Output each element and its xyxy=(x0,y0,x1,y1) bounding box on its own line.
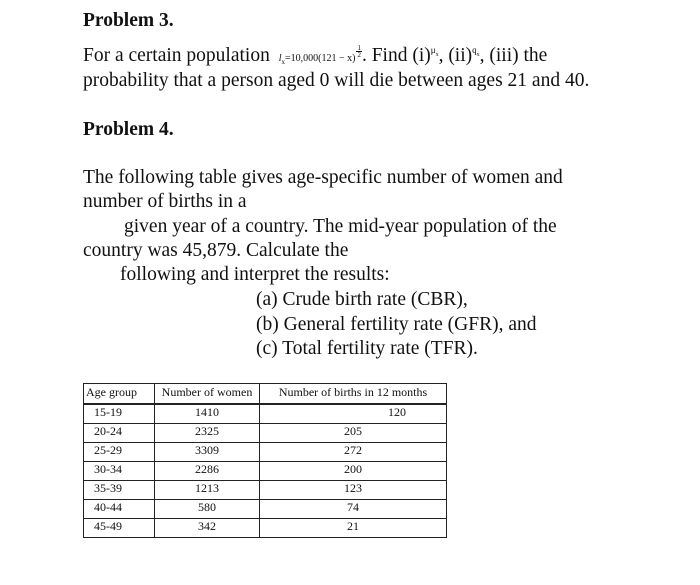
cell-women: 1410 xyxy=(155,404,260,424)
cell-women: 1213 xyxy=(155,481,260,500)
cell-births: 120 xyxy=(260,404,447,424)
problem4-para-line3: given year of a country. The mid-year population of the xyxy=(124,216,557,237)
table-row xyxy=(84,519,447,538)
problem4-heading: Problem 4. xyxy=(83,119,174,140)
cell-women: 342 xyxy=(155,519,260,538)
births-table xyxy=(83,383,447,538)
cell-women: 580 xyxy=(155,500,260,519)
mu-symbol: μx xyxy=(430,45,439,58)
cell-births: 123 xyxy=(260,481,447,500)
cell-births: 21 xyxy=(260,519,447,538)
problem4-para-line4: country was 45,879. Calculate the xyxy=(83,240,349,261)
problem3-line2: probability that a person aged 0 will die between ages 21 and 40. xyxy=(83,70,590,91)
problem4-para-line5: following and interpret the results: xyxy=(120,264,390,285)
q-symbol: qx xyxy=(472,45,480,58)
cell-age-group: 20-24 xyxy=(84,424,155,443)
cell-age-group: 40-44 xyxy=(84,500,155,519)
table-row xyxy=(84,404,447,424)
problem4-para-line1: The following table gives age-specific number of women and xyxy=(83,167,563,188)
problem4-para-line2: number of births in a xyxy=(83,191,247,212)
table-row xyxy=(84,462,447,481)
problem3-heading: Problem 3. xyxy=(83,10,174,31)
cell-women: 3309 xyxy=(155,443,260,462)
table-row xyxy=(84,500,447,519)
cell-age-group: 45-49 xyxy=(84,519,155,538)
cell-women: 2325 xyxy=(155,424,260,443)
table-header-row xyxy=(84,384,447,405)
header-number-of-women: Number of women xyxy=(155,384,260,405)
formula-exponent: $\frac{1}{2}$ xyxy=(357,44,361,59)
problem3-intro-text: For a certain population xyxy=(83,45,270,66)
cell-age-group: 30-34 xyxy=(84,462,155,481)
header-age-group: Age group xyxy=(84,384,155,405)
cell-women: 2286 xyxy=(155,462,260,481)
cell-age-group: 25-29 xyxy=(84,443,155,462)
list-item-cbr: (a) Crude birth rate (CBR), xyxy=(256,289,468,310)
list-item-gfr: (b) General fertility rate (GFR), and xyxy=(256,314,537,335)
table-row xyxy=(84,481,447,500)
cell-births: 205 xyxy=(260,424,447,443)
cell-age-group: 15-19 xyxy=(84,404,155,424)
table-row xyxy=(84,443,447,462)
population-formula: $l_x=10,000(121 - x)$ $\frac{1}{2}$ xyxy=(278,44,361,66)
cell-age-group: 35-39 xyxy=(84,481,155,500)
cell-births: 200 xyxy=(260,462,447,481)
cell-births: 74 xyxy=(260,500,447,519)
header-number-of-births: Number of births in 12 months xyxy=(260,384,447,405)
table-row xyxy=(84,424,447,443)
cell-births: 272 xyxy=(260,443,447,462)
list-item-tfr: (c) Total fertility rate (TFR). xyxy=(256,338,478,359)
problem3-line1: For a certain population $l_x=10,000(121 - x)$ $\frac{1}{2}$ . Find $(i)^{\mu_x}$, (ii)$^{q_x}$, (iii) the xyxy=(83,44,548,66)
